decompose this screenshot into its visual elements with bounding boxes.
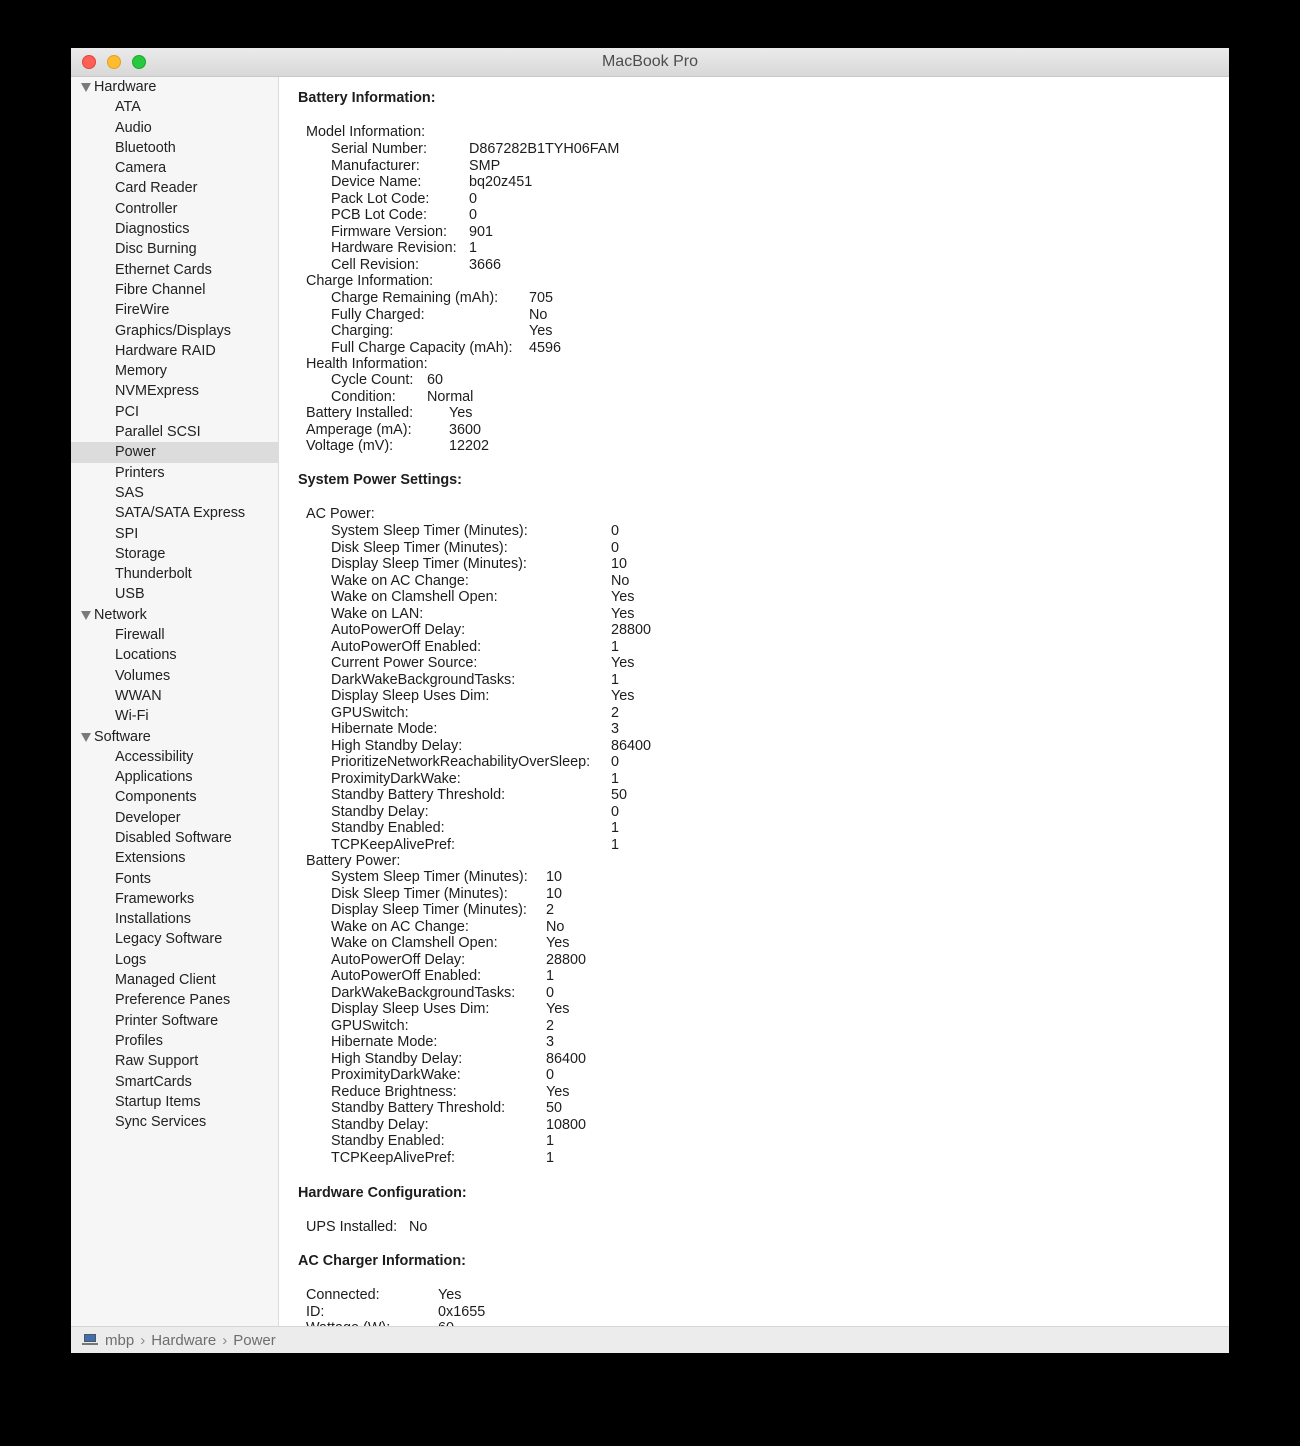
sidebar-item-audio[interactable]: Audio	[115, 119, 152, 136]
laptop-icon	[82, 1334, 98, 1346]
field-value: 60	[427, 372, 444, 388]
field-value: No	[546, 918, 565, 935]
field-value: 1	[611, 836, 620, 853]
system-information-window	[71, 48, 1229, 1352]
section-title-power: System Power Settings:	[298, 472, 462, 488]
field-label: Standby Delay:	[331, 1116, 429, 1133]
field-label: Standby Battery Threshold:	[331, 787, 506, 803]
disclosure-triangle-icon[interactable]	[81, 733, 91, 742]
sidebar-item-storage[interactable]: Storage	[115, 545, 166, 562]
field-value: No	[409, 1219, 428, 1235]
field-value: 705	[529, 290, 554, 306]
field-label: PCB Lot Code:	[331, 207, 427, 223]
sidebar-item-installations[interactable]: Installations	[115, 911, 191, 928]
window-title: MacBook Pro	[601, 53, 699, 70]
field-value: Yes	[611, 589, 635, 605]
sidebar-item-accessibility[interactable]: Accessibility	[115, 748, 194, 765]
field-value: D867282B1TYH06FAM	[469, 141, 620, 157]
field-label: Manufacturer:	[331, 157, 420, 174]
sidebar-group-software[interactable]	[71, 727, 278, 747]
field-value: 1	[546, 1133, 555, 1149]
field-value: 2	[546, 902, 555, 918]
field-label: ProximityDarkWake:	[331, 1067, 461, 1083]
field-label: ID:	[306, 1303, 325, 1320]
sidebar-item-sync-services[interactable]: Sync Services	[115, 1114, 207, 1131]
field-value: 0	[611, 754, 620, 770]
field-value: 3	[611, 721, 620, 737]
sidebar-item-sas[interactable]: SAS	[115, 484, 144, 501]
field-label: AutoPowerOff Delay:	[331, 951, 466, 968]
sidebar-item-printers[interactable]: Printers	[115, 464, 165, 481]
field-value: Normal	[427, 388, 474, 405]
group-label: Model Information:	[306, 124, 426, 140]
group-label: Charge Information:	[306, 273, 434, 289]
field-value: 0	[546, 984, 555, 1001]
sidebar-item-applications[interactable]: Applications	[115, 769, 193, 786]
sidebar-item-fonts[interactable]: Fonts	[115, 870, 151, 887]
field-label: Wake on LAN:	[331, 605, 424, 622]
field-label: Battery Installed:	[306, 405, 414, 421]
field-label: Charge Remaining (mAh):	[331, 290, 499, 306]
sidebar-item-memory[interactable]: Memory	[115, 363, 167, 380]
field-label: DarkWakeBackgroundTasks:	[331, 671, 516, 688]
field-label: UPS Installed:	[306, 1219, 398, 1235]
group-label: Health Information:	[306, 356, 428, 372]
field-value: Yes	[611, 688, 635, 704]
field-value: 1	[611, 671, 620, 688]
field-label: Hibernate Mode:	[331, 1034, 438, 1050]
sidebar-item-extensions[interactable]: Extensions	[115, 850, 186, 867]
field-label: Wake on Clamshell Open:	[331, 589, 498, 605]
field-label: Connected:	[306, 1287, 380, 1303]
field-value: 0	[611, 803, 620, 820]
field-label: Firmware Version:	[331, 223, 447, 240]
crumb-hardware[interactable]: Hardware	[151, 1331, 217, 1349]
sidebar-item-firewire[interactable]: FireWire	[115, 302, 170, 319]
sidebar-item-frameworks[interactable]: Frameworks	[115, 890, 195, 907]
field-value: 86400	[546, 1050, 587, 1067]
sidebar-group-hardware[interactable]	[71, 77, 278, 97]
disclosure-triangle-icon[interactable]	[81, 611, 91, 620]
sidebar-item-fibre-channel[interactable]: Fibre Channel	[115, 281, 206, 298]
field-label: Fully Charged:	[331, 306, 425, 323]
field-label: Wake on Clamshell Open:	[331, 935, 498, 951]
field-value: 0x1655	[438, 1303, 486, 1320]
sidebar-item-startup-items[interactable]: Startup Items	[115, 1093, 201, 1110]
field-value: 0	[469, 207, 478, 223]
field-value: Yes	[449, 405, 473, 421]
field-label: Pack Lot Code:	[331, 190, 430, 207]
field-value: 1	[546, 1149, 555, 1166]
field-label: GPUSwitch:	[331, 1017, 409, 1034]
sidebar-item-graphics-displays[interactable]: Graphics/Displays	[115, 322, 231, 339]
sidebar-item-hardware-raid[interactable]: Hardware RAID	[115, 342, 216, 359]
sidebar-item-diagnostics[interactable]: Diagnostics	[115, 221, 190, 238]
field-label: Current Power Source:	[331, 655, 478, 671]
crumb-computer[interactable]: mbp	[105, 1331, 135, 1349]
field-value: Yes	[611, 605, 635, 622]
field-value: No	[611, 572, 630, 589]
detail-pane	[279, 77, 1229, 1326]
sidebar-item-smartcards[interactable]: SmartCards	[115, 1073, 192, 1090]
field-label: Device Name:	[331, 174, 422, 190]
field-label: Condition:	[331, 388, 396, 405]
field-label: Standby Battery Threshold:	[331, 1100, 506, 1116]
field-value: SMP	[469, 157, 501, 174]
crumb-separator: ›	[140, 1331, 146, 1349]
field-label: High Standby Delay:	[331, 737, 463, 754]
group-label: AC Power:	[306, 506, 375, 522]
field-label: Disk Sleep Timer (Minutes):	[331, 885, 508, 902]
sidebar-item-ata[interactable]: ATA	[115, 99, 141, 116]
sidebar-item-logs[interactable]: Logs	[115, 951, 147, 968]
field-value: Yes	[438, 1287, 462, 1303]
field-label: Standby Delay:	[331, 803, 429, 820]
field-value: Yes	[546, 935, 570, 951]
sidebar-item-managed-client[interactable]: Managed Client	[115, 972, 216, 989]
field-label: Cell Revision:	[331, 256, 419, 273]
field-label: TCPKeepAlivePref:	[331, 1149, 455, 1166]
field-value: 1	[611, 638, 620, 655]
sidebar-item-disc-burning[interactable]: Disc Burning	[115, 241, 197, 258]
sidebar-group-label: Network	[94, 606, 147, 623]
sidebar-item-camera[interactable]: Camera	[115, 160, 167, 177]
section-title-battery: Battery Information:	[298, 90, 436, 106]
field-value: 3	[546, 1034, 555, 1050]
sidebar-item-sata-sata-express[interactable]: SATA/SATA Express	[115, 505, 246, 522]
field-value: 28800	[611, 622, 652, 638]
sidebar-item-components[interactable]: Components	[115, 789, 197, 806]
field-value: 901	[469, 223, 494, 240]
sidebar-group-label: Software	[94, 728, 151, 745]
sidebar-item-usb[interactable]: USB	[115, 586, 145, 603]
crumb-power[interactable]: Power	[233, 1331, 276, 1349]
field-label: Standby Enabled:	[331, 820, 445, 836]
sidebar-item-wwan[interactable]: WWAN	[115, 687, 162, 704]
field-label: Hibernate Mode:	[331, 721, 438, 737]
field-value: 12202	[449, 438, 490, 454]
field-value: 0	[611, 523, 620, 539]
field-value: 10	[546, 869, 563, 885]
sidebar-item-power[interactable]: Power	[71, 442, 278, 462]
field-label: Hardware Revision:	[331, 240, 457, 256]
field-label: Reduce Brightness:	[331, 1083, 457, 1100]
path-bar	[71, 1326, 1229, 1353]
sidebar-item-spi[interactable]: SPI	[115, 525, 139, 542]
field-value: 50	[611, 787, 628, 803]
field-value: 3666	[469, 256, 502, 273]
field-label: Charging:	[331, 323, 394, 339]
field-value: Yes	[546, 1083, 570, 1100]
field-value: No	[529, 306, 548, 323]
sidebar-group-network[interactable]	[71, 605, 278, 625]
field-label: Standby Enabled:	[331, 1133, 445, 1149]
field-label: Cycle Count:	[331, 372, 414, 388]
sidebar-group-label: Hardware	[94, 79, 157, 95]
field-label: AutoPowerOff Delay:	[331, 622, 466, 638]
field-label: AutoPowerOff Enabled:	[331, 638, 482, 655]
field-label: Wake on AC Change:	[331, 918, 469, 935]
sidebar-item-preference-panes[interactable]: Preference Panes	[115, 992, 231, 1009]
field-label: Disk Sleep Timer (Minutes):	[331, 539, 508, 556]
field-value: 1	[469, 240, 478, 256]
sidebar-item-card-reader[interactable]: Card Reader	[115, 180, 198, 197]
sidebar-item-pci[interactable]: PCI	[115, 403, 139, 420]
field-value: 0	[546, 1067, 555, 1083]
field-label: Amperage (mA):	[306, 421, 412, 438]
title-bar	[71, 48, 1229, 77]
field-value: 2	[611, 704, 620, 721]
section-title-hardware-config: Hardware Configuration:	[298, 1185, 467, 1201]
field-value: Yes	[611, 655, 635, 671]
section-title-charger: AC Charger Information:	[298, 1253, 466, 1269]
field-label: PrioritizeNetworkReachabilityOverSleep:	[331, 754, 591, 770]
sidebar-item-ethernet-cards[interactable]: Ethernet Cards	[115, 261, 212, 278]
field-value: bq20z451	[469, 174, 533, 190]
sidebar-item-locations[interactable]: Locations	[115, 647, 177, 664]
field-value: 1	[546, 968, 555, 984]
field-label: DarkWakeBackgroundTasks:	[331, 984, 516, 1001]
field-value: 10	[611, 556, 628, 572]
field-value: 1	[611, 770, 620, 787]
field-label: System Sleep Timer (Minutes):	[331, 869, 528, 885]
field-value: 4596	[529, 339, 562, 356]
field-value: 10800	[546, 1116, 587, 1133]
sidebar-item-nvmexpress[interactable]: NVMExpress	[115, 383, 199, 400]
field-label: Display Sleep Timer (Minutes):	[331, 556, 527, 572]
field-value: 2	[546, 1017, 555, 1034]
field-label: TCPKeepAlivePref:	[331, 836, 455, 853]
sidebar-item-thunderbolt[interactable]: Thunderbolt	[115, 566, 192, 583]
sidebar-item-volumes[interactable]: Volumes	[115, 667, 171, 684]
field-label: High Standby Delay:	[331, 1050, 463, 1067]
field-label: Voltage (mV):	[306, 438, 394, 454]
field-value: 50	[546, 1100, 563, 1116]
field-value: 86400	[611, 737, 652, 754]
field-value: 3600	[449, 421, 482, 438]
field-label: AutoPowerOff Enabled:	[331, 968, 482, 984]
field-label: ProximityDarkWake:	[331, 770, 461, 787]
sidebar-item-legacy-software[interactable]: Legacy Software	[115, 931, 223, 948]
field-value: Yes	[546, 1001, 570, 1017]
field-label: System Sleep Timer (Minutes):	[331, 523, 528, 539]
field-value: 10	[546, 885, 563, 902]
field-value: 1	[611, 820, 620, 836]
field-value: 0	[469, 190, 478, 207]
sidebar-item-printer-software[interactable]: Printer Software	[115, 1012, 219, 1029]
sidebar-item-bluetooth[interactable]: Bluetooth	[115, 139, 176, 156]
field-label: Serial Number:	[331, 141, 427, 157]
sidebar-item-controller[interactable]: Controller	[115, 200, 178, 217]
sidebar-item-parallel-scsi[interactable]: Parallel SCSI	[115, 424, 201, 441]
field-label: Display Sleep Uses Dim:	[331, 1001, 490, 1017]
crumb-separator: ›	[222, 1331, 228, 1349]
field-label: Display Sleep Uses Dim:	[331, 688, 490, 704]
sidebar-item-wi-fi[interactable]: Wi-Fi	[115, 708, 149, 725]
sidebar-item-disabled-software[interactable]: Disabled Software	[115, 829, 232, 846]
group-label: Battery Power:	[306, 853, 401, 869]
sidebar[interactable]	[71, 77, 279, 1326]
field-value: 28800	[546, 951, 587, 968]
sidebar-item-developer[interactable]: Developer	[115, 809, 181, 826]
sidebar-item-profiles[interactable]: Profiles	[115, 1032, 163, 1049]
field-label: GPUSwitch:	[331, 704, 409, 721]
field-value: 0	[611, 539, 620, 556]
field-label: Full Charge Capacity (mAh):	[331, 339, 513, 356]
sidebar-item-firewall[interactable]: Firewall	[115, 627, 165, 644]
field-label: Display Sleep Timer (Minutes):	[331, 902, 527, 918]
sidebar-item-raw-support[interactable]: Raw Support	[115, 1053, 199, 1070]
disclosure-triangle-icon[interactable]	[81, 83, 91, 92]
field-label: Wake on AC Change:	[331, 572, 469, 589]
field-value: Yes	[529, 323, 553, 339]
